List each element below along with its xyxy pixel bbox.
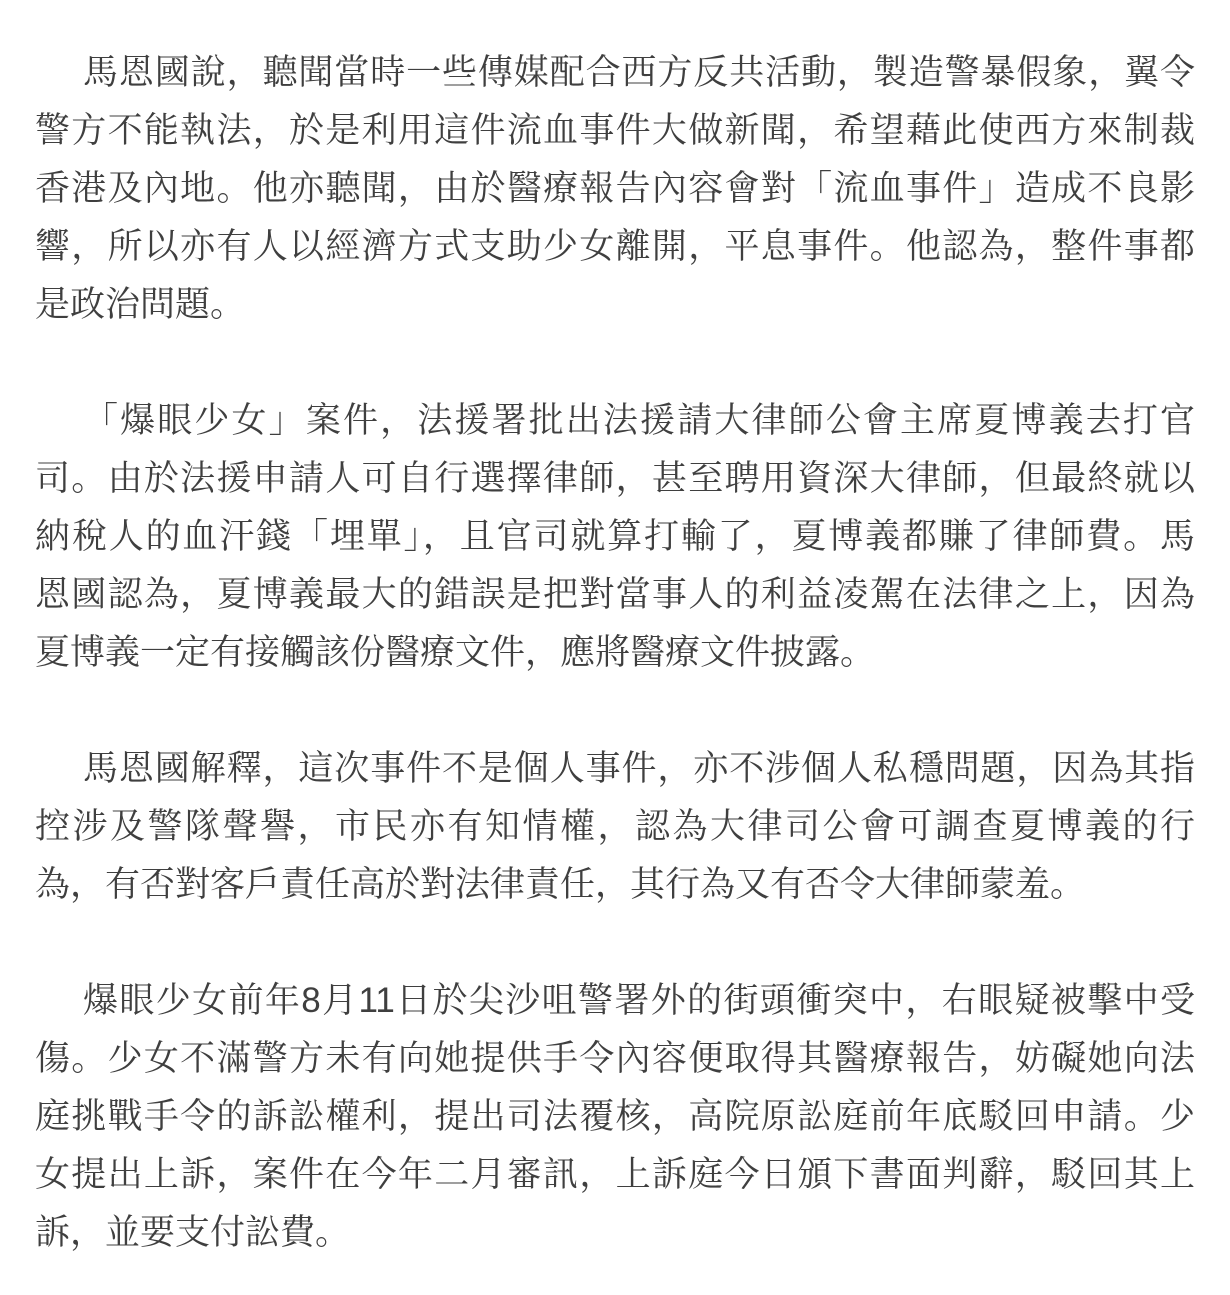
paragraph-1 <box>35 44 1195 334</box>
text-line: 傷。少女不滿警方未有向她提供手令內容便取得其醫療報告，妨礙她向法 <box>35 1039 1195 1078</box>
text-line: 「爆眼少女」案件，法援署批出法援請大律師公會主席夏博義去打官 <box>83 401 1195 440</box>
text-line: 庭挑戰手令的訴訟權利，提出司法覆核，高院原訟庭前年底駁回申請。少 <box>35 1097 1195 1136</box>
paragraph-2 <box>35 392 1195 682</box>
text-line: 響，所以亦有人以經濟方式支助少女離開，平息事件。他認為，整件事都 <box>35 227 1195 266</box>
text-line: 恩國認為，夏博義最大的錯誤是把對當事人的利益凌駕在法律之上，因為 <box>35 575 1195 614</box>
text-line: 是政治問題。 <box>35 285 246 324</box>
text-line: 爆眼少女前年8月11日於尖沙咀警署外的街頭衝突中，右眼疑被擊中受 <box>83 981 1195 1020</box>
text-line: 馬恩國解釋，這次事件不是個人事件，亦不涉個人私穩問題，因為其指 <box>83 749 1195 788</box>
text-line: 納稅人的血汗錢「埋單」，且官司就算打輸了，夏博義都賺了律師費。馬 <box>35 517 1195 556</box>
text-line: 警方不能執法，於是利用這件流血事件大做新聞，希望藉此使西方來制裁 <box>35 111 1195 150</box>
text-line: 女提出上訴，案件在今年二月審訊，上訴庭今日頒下書面判辭，駁回其上 <box>35 1155 1195 1194</box>
paragraph-4 <box>35 972 1195 1262</box>
paragraph-3 <box>35 740 1195 914</box>
text-line: 司。由於法援申請人可自行選擇律師，甚至聘用資深大律師，但最終就以 <box>35 459 1195 498</box>
text-line: 夏博義一定有接觸該份醫療文件，應將醫療文件披露。 <box>35 633 876 672</box>
text-line: 香港及內地。他亦聽聞，由於醫療報告內容會對「流血事件」造成不良影 <box>35 169 1195 208</box>
text-line: 訴，並要支付訟費。 <box>35 1213 351 1252</box>
text-line: 馬恩國說，聽聞當時一些傳媒配合西方反共活動，製造警暴假象，翼令 <box>83 53 1195 92</box>
text-line: 控涉及警隊聲譽，市民亦有知情權，認為大律司公會可調查夏博義的行 <box>35 807 1195 846</box>
text-line: 為，有否對客戶責任高於對法律責任，其行為又有否令大律師蒙羞。 <box>35 865 1086 904</box>
